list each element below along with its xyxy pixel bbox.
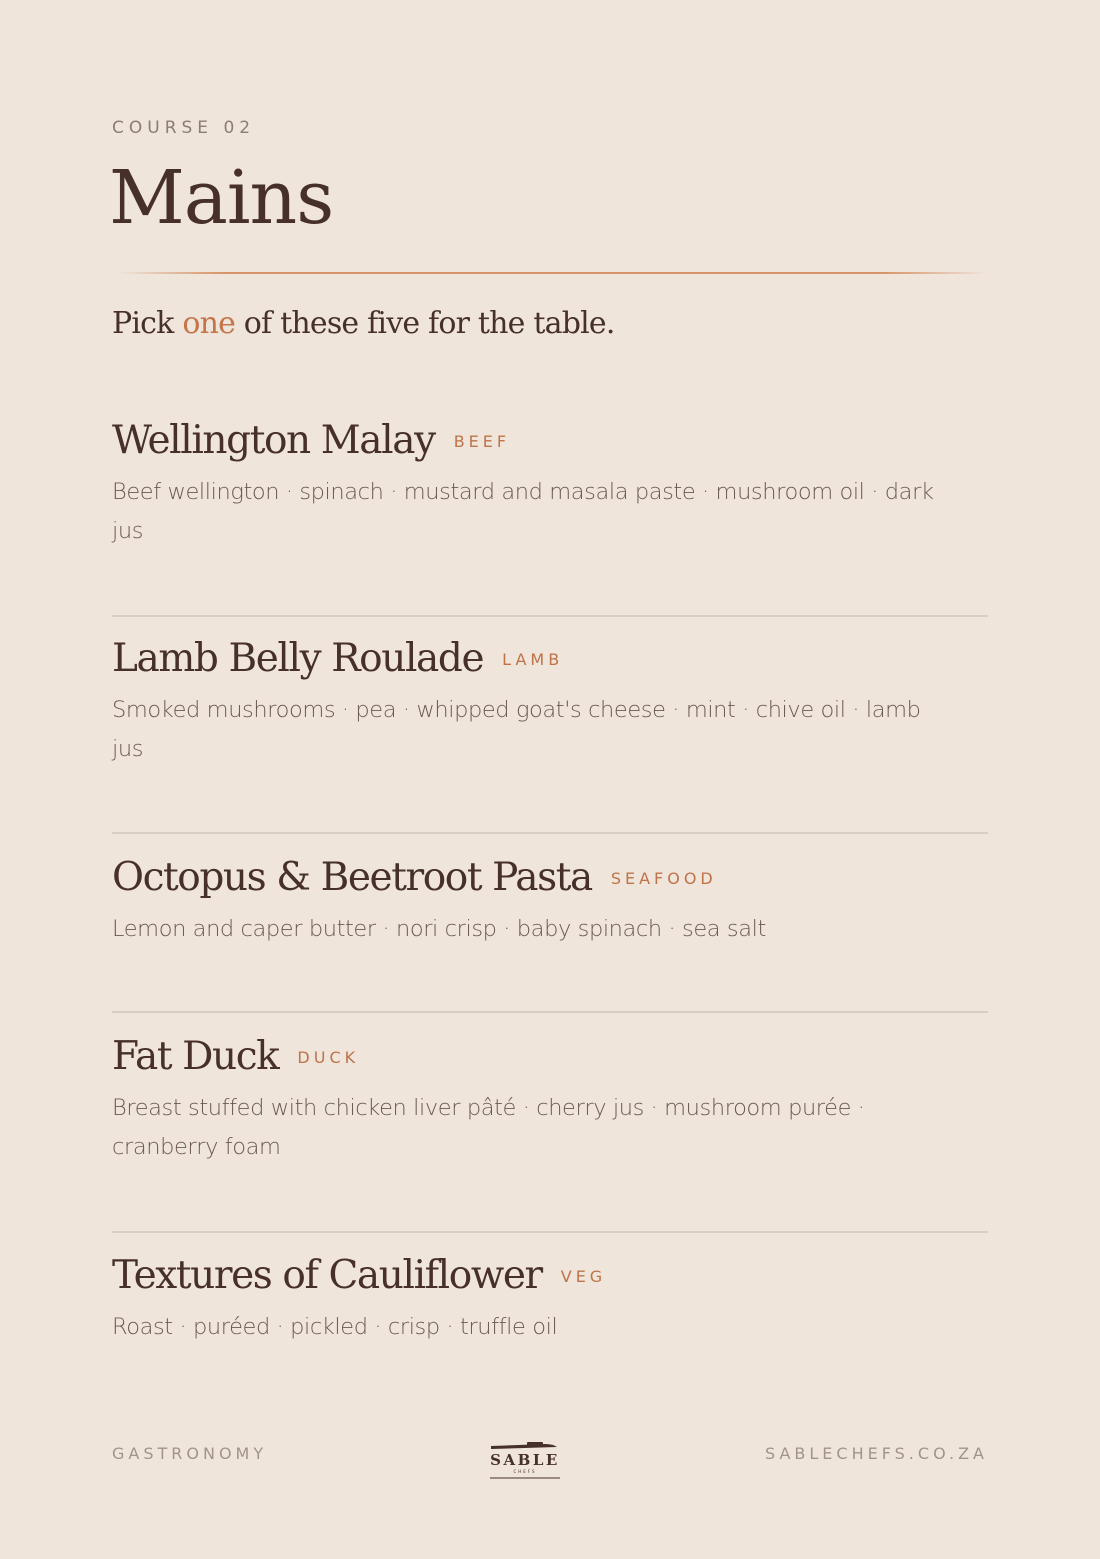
dish-item [112,855,988,949]
page-title: Mains [109,155,334,241]
dish-divider [112,832,988,834]
dish-item [112,418,988,551]
dish-description: Lemon and caper butter · nori crisp · baby spinach · sea salt [112,916,766,942]
sable-chefs-logo [487,1436,563,1482]
dish-category-tag: SEAFOOD [610,869,717,888]
dish-description: Smoked mushrooms · pea · whipped goat's cheese · mint · chive oil · lamb jus [112,697,921,762]
logo-text: SABLE [490,1451,560,1469]
course-label: COURSE 02 [112,118,256,138]
dish-divider [112,1231,988,1233]
dish-category-tag: VEG [560,1267,607,1286]
dish-category-tag: LAMB [502,650,564,669]
dish-divider [112,1011,988,1013]
dish-header [112,636,988,681]
dish-item [112,1253,988,1347]
intro-text [112,306,615,341]
logo-subtext: CHEFS [513,1469,537,1474]
dish-name: Textures of Cauliflower [112,1253,542,1298]
footer-tagline: GASTRONOMY [112,1444,268,1463]
dish-name: Octopus & Beetroot Pasta [112,855,592,900]
menu-page [109,0,988,1559]
knife-icon [487,1436,563,1482]
footer-website: SABLECHEFS.CO.ZA [765,1444,988,1463]
dish-header [112,418,988,463]
intro-highlight: one [182,306,236,341]
dish-name: Lamb Belly Roulade [112,636,484,681]
dish-divider [112,615,988,617]
dish-item [112,1034,988,1167]
dish-description: Breast stuffed with chicken liver pâté · cherry jus · mushroom purée · cranberry foam [112,1095,865,1160]
dish-description: Roast · puréed · pickled · crisp · truffle oil [112,1314,558,1340]
dish-item [112,636,988,769]
dish-category-tag: BEEF [453,432,511,451]
dish-name: Fat Duck [112,1034,279,1079]
intro-before: Pick [112,306,183,341]
intro-after: of these five for the table. [235,306,615,341]
dish-header [112,1034,988,1079]
dish-header [112,1253,988,1298]
dish-header [112,855,988,900]
dish-description: Beef wellington · spinach · mustard and masala paste · mushroom oil · dark jus [112,479,934,544]
dish-name: Wellington Malay [112,418,435,463]
dish-category-tag: DUCK [297,1048,360,1067]
title-divider [118,272,988,274]
